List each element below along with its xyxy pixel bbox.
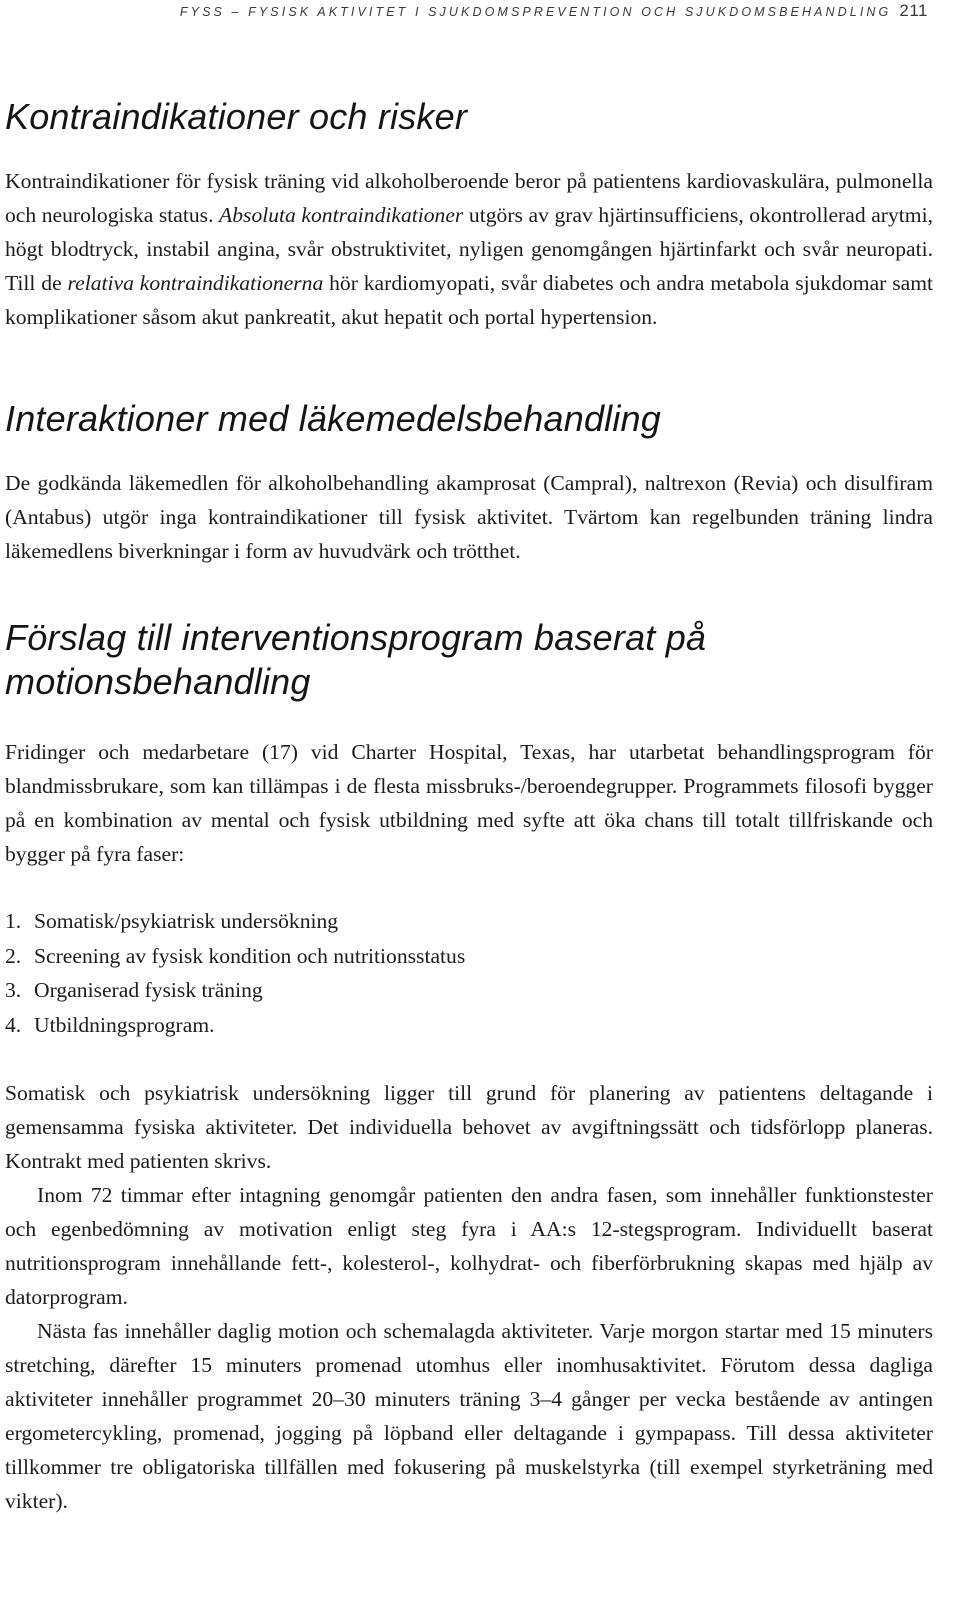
list-item [5, 973, 933, 1008]
second-phase-paragraph: Inom 72 timmar efter intagning genomgår patienten den andra fasen, som innehåller funktionstester och egenbedömning av motivation enligt steg fyra i AA:s 12-stegsprogram. Individuellt baserat nutritionsprogram innehållande fett-, kolesterol-, kolhydrat- och fiberförbrukning skapas med hjälp av datorprogram. [5, 1183, 933, 1309]
interactions-paragraph: De godkända läkemedlen för alkoholbehandling akamprosat (Campral), naltrexon (Revia) och disulfiram (Antabus) utgör inga kontraindikationer till fysisk aktivitet. Tvärtom kan regelbunden träning lindra läkemedlens biverkningar i form av huvudvärk och trötthet. [5, 471, 933, 563]
list-item-number: 3. [5, 978, 22, 1002]
absolute-contraindications-term: Absoluta kontraindikationer [219, 203, 464, 227]
contraindications-text-3: hör kardiomyopati, svår diabetes och andra metabola sjukdomar samt komplikationer såsom akut pankreatit, akut hepatit och portal hypertension. [5, 271, 933, 329]
contraindications-text-2: utgörs av grav hjärtinsufficiens, okontrollerad arytmi, högt blodtryck, instabil angina, svår obstruktivitet, nyligen genomgången hjärtinfarkt och svår neuropati. Till de [5, 203, 933, 295]
list-item-number: 4. [5, 1012, 22, 1037]
contraindications-paragraph [5, 164, 933, 334]
phase-list [5, 904, 933, 1042]
running-title: FYSS – FYSISK AKTIVITET I SJUKDOMSPREVENTION OCH SJUKDOMSBEHANDLING [179, 5, 892, 19]
page-number: 211 [899, 1, 928, 20]
section-heading-intervention-program: Förslag till interventionsprogram baserat på motionsbehandling [5, 617, 707, 702]
list-item [5, 904, 933, 939]
list-item-number: 1. [5, 909, 22, 933]
section-heading-interactions: Interaktioner med läkemedelsbehandling [5, 398, 662, 439]
relative-contraindications-term: relativa kontraindikationerna [67, 271, 324, 295]
intervention-intro-paragraph: Fridinger och medarbetare (17) vid Charter Hospital, Texas, har utarbetat behandlingsprogram för blandmissbrukare, som kan tillämpas i de flesta missbruks-/beroendegrupper. Programmets filosofi bygger på en kombination av mental och fysisk utbildning med syfte att öka chans till totalt tillfriskande och bygger på fyra faser: [5, 740, 933, 866]
section-heading-contraindications: Kontraindikationer och risker [5, 96, 468, 137]
contraindications-text-1: Kontraindikationer för fysisk träning vid alkoholberoende beror på patientens kardiovaskulära, pulmonella och neurologiska status. [5, 169, 933, 227]
list-item-text: Utbildningsprogram. [34, 1012, 215, 1037]
running-header [0, 0, 928, 22]
list-item [5, 1008, 933, 1043]
exercise-phase-paragraph: Nästa fas innehåller daglig motion och schemalagda aktiviteter. Varje morgon startar med 15 minuters stretching, därefter 15 minuters promenad utomhus eller inomhusaktivitet. Förutom dessa dagliga aktiviteter innehåller programmet 20–30 minuters träning 3–4 gånger per vecka bestående av antingen ergometercykling, promenad, jogging på löpband eller deltagande i gympapass. Till dessa aktiviteter tillkommer tre obligatoriska tillfällen med fokusering på muskelstyrka (till exempel styrketräning med vikter). [5, 1319, 933, 1513]
somatic-examination-paragraph: Somatisk och psykiatrisk undersökning ligger till grund för planering av patientens deltagande i gemensamma fysiska aktiviteter. Det individuella behovet av avgiftningssätt och tidsförlopp planeras. Kontrakt med patienten skrivs. [5, 1081, 933, 1173]
list-item-text: Screening av fysisk kondition och nutritionsstatus [34, 943, 466, 968]
page-content [5, 88, 933, 1518]
list-item-text: Organiserad fysisk träning [34, 978, 263, 1002]
list-item-text: Somatisk/psykiatrisk undersökning [34, 909, 339, 933]
list-item-number: 2. [5, 943, 22, 968]
list-item [5, 939, 933, 974]
